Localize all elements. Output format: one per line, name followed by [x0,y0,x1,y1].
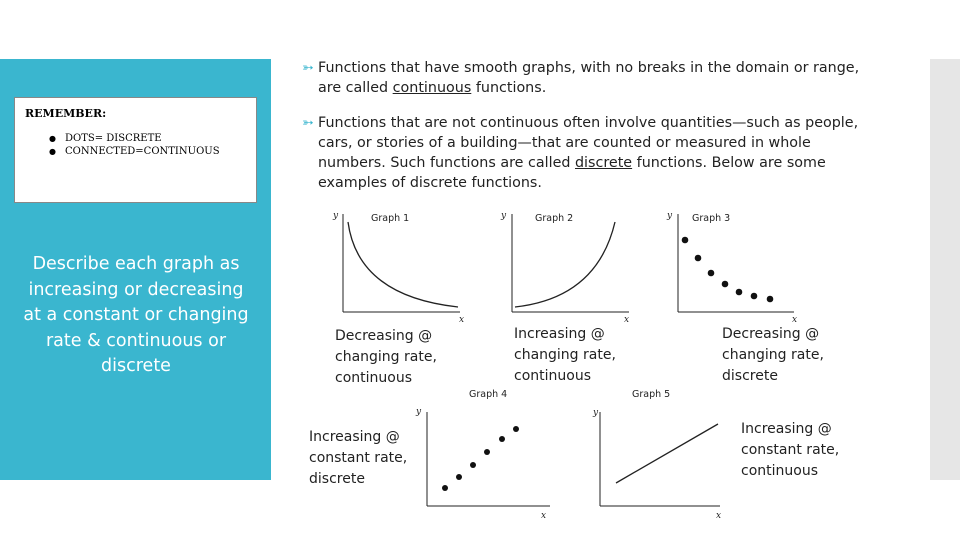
graph-3-point [767,296,774,303]
graph-3-title: Graph 3 [692,213,731,224]
remember-heading: REMEMBER: [25,107,107,120]
bullet-arrow-icon: ➳ [302,115,314,131]
bullet-arrow-icon: ➳ [302,60,314,76]
graph-5 [590,404,730,520]
answer-graph-2: Increasing @ changing rate, continuous [514,326,616,384]
graph-3-point [682,237,689,244]
describe-prompt: Describe each graph as increasing or decreasing at a constant or changing rate & continuous or discrete [23,254,249,376]
graph-5-title: Graph 5 [632,389,671,400]
remember-item-dots: ● DOTS= DISCRETE [65,132,220,145]
remember-box [14,97,257,203]
graph-1-curve [348,222,458,307]
answer-graph-5: Increasing @ constant rate, continuous [741,421,840,479]
graph-5-y-label: y [593,408,599,418]
bullet-continuous [302,58,882,98]
graph-3-point [722,281,729,288]
graph-4-point [456,474,462,480]
graph-4-point [513,426,519,432]
answer-graph-1: Decreasing @ changing rate, continuous [335,328,437,386]
graph-2-title: Graph 2 [535,213,574,224]
term-continuous: continuous [392,80,472,96]
bullet-discrete [302,113,882,193]
graph-4-x-label: x [541,511,547,520]
term-discrete: discrete [574,155,633,171]
graph-3-point [708,270,715,277]
graph-4-y-label: y [416,407,422,417]
graph-3-point [736,289,743,296]
graph-4-point [442,485,448,491]
graph-4-point [499,436,505,442]
graph-2-y-label: y [501,211,507,221]
graph-3-points [682,237,774,303]
graph-3-point [751,293,758,300]
graph-3 [664,206,804,324]
remember-item-connected: ● CONNECTED=CONTINUOUS [65,145,220,158]
graph-1-y-label: y [333,211,339,221]
answer-graph-4: Increasing @ constant rate, discrete [309,429,408,487]
graph-2-curve [515,222,615,307]
bullet-1-text: Functions that have smooth graphs, with no breaks in the domain or range, are called [318,60,860,96]
graph-4-points [442,426,519,491]
graph-4 [412,402,557,520]
graph-3-point [695,255,702,262]
graph-3-x-label: x [792,315,798,324]
remember-list [21,132,220,158]
graph-1-title: Graph 1 [371,213,410,224]
graph-5-line [616,424,718,483]
bullet-2-tail: functions. Below are some examples of discrete functions. [318,155,826,191]
graph-4-point [484,449,490,455]
graph-5-x-label: x [716,511,722,520]
bullet-2-text: Functions that are not continuous often involve quantities—such as people, cars, or stories of a building—that are counted or measured in whole numbers. Such functions are called [318,115,859,171]
bullet-1-tail: functions. [475,80,547,96]
graph-2-x-label: x [624,315,630,324]
graph-3-y-label: y [667,211,673,221]
graph-4-point [470,462,476,468]
graph-4-title: Graph 4 [469,389,508,400]
graph-1-x-label: x [459,315,465,324]
right-gray-bar [930,59,960,480]
answer-graph-3: Decreasing @ changing rate, discrete [722,326,824,384]
